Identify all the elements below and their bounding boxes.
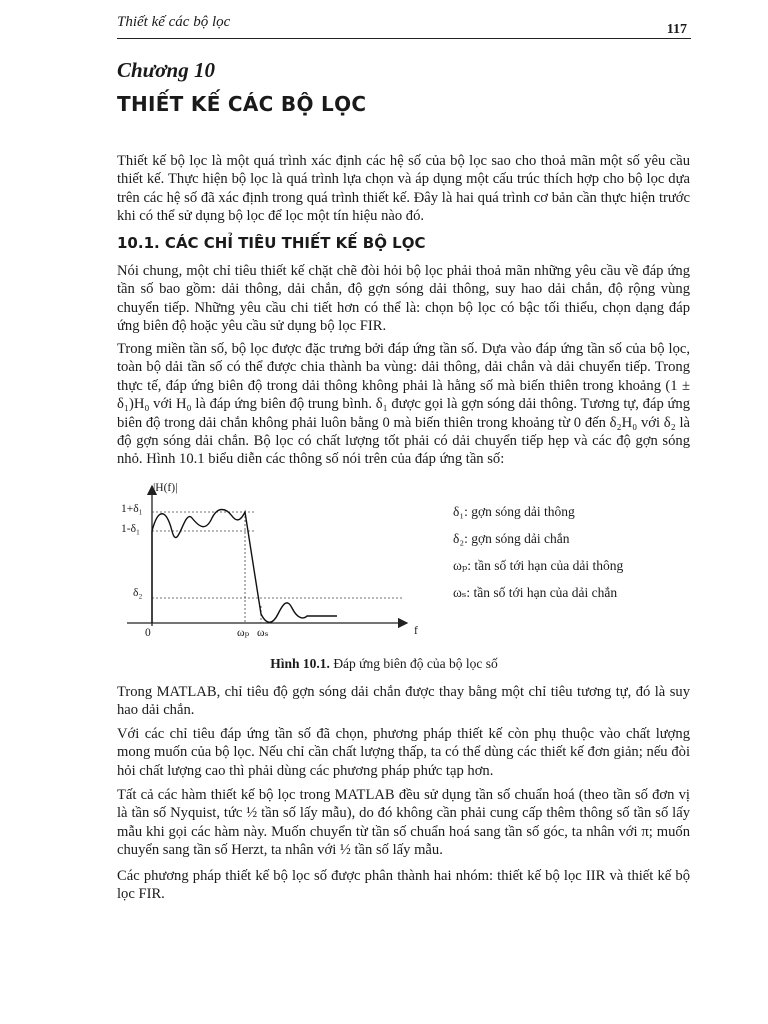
chapter-label: Chương 10 bbox=[117, 58, 215, 82]
tick-delta2: δ₂ bbox=[133, 587, 143, 599]
caption-number: Hình 10.1. bbox=[270, 656, 330, 671]
page-header bbox=[117, 14, 691, 39]
legend-item: ωₚ: tần số tới hạn của dải thông bbox=[453, 558, 624, 573]
frequency-response-plot bbox=[117, 476, 447, 646]
figure-frequency-response bbox=[117, 476, 690, 646]
tick-one-minus-delta1: 1-δ₁ bbox=[121, 523, 141, 535]
running-title: Thiết kế các bộ lọc bbox=[117, 14, 231, 30]
tick-omega-p: ωₚ bbox=[237, 627, 250, 639]
body-paragraph-5: Tất cả các hàm thiết kế bộ lọc trong MATLAB đều sử dụng tần số chuẩn hoá (theo tần số đơn vị là tần số Nyquist, tức ½ tần số lấy mẫu), do đó không cần phải cung cấp thêm thông số tần số lấy mẫu khi gọi các hàm này. Muốn chuyển từ tần số chuẩn hoá sang tần số góc, ta nhân với π; muốn chuyển sang tần số Herzt, ta nhân với ½ tần số lấy mẫu. bbox=[117, 787, 690, 859]
body-paragraph-4: Với các chỉ tiêu đáp ứng tần số đã chọn, phương pháp thiết kế còn phụ thuộc vào chất lượng mong muốn của bộ lọc. Nếu chỉ cần chất lượng thấp, ta có thể dùng các thiết kế đơn giản; nếu đòi hỏi chất lượng cao thì phải dùng các phương pháp phức tạp hơn. bbox=[117, 726, 690, 779]
legend-item: δ₁: gợn sóng dải thông bbox=[453, 504, 575, 519]
page-number: 117 bbox=[666, 22, 687, 37]
section-heading: 10.1. CÁC CHỈ TIÊU THIẾT KẾ BỘ LỌC bbox=[117, 234, 426, 252]
y-axis-label: |H(f)| bbox=[153, 482, 178, 494]
section-paragraph-2: Trong miền tần số, bộ lọc được đặc trưng bởi đáp ứng tần số. Dựa vào đáp ứng tần số của bộ lọc, toàn bộ dải tần số có thể được chia thành ba vùng: dải thông, dải chắn và dải chuyển tiếp. Trong thực tế, đáp ứng biên độ trong dải thông không phải là hằng số mà biến thiên trong khoảng (1 ± δ₁)H₀ với H₀ là đáp ứng biên độ trung bình. δ₁ được gọi là gợn sóng dải thông. Tương tự, đáp ứng biên độ trong dải chắn không phải luôn bằng 0 mà biến thiên trong khoảng từ 0 đến δ₂H₀ với δ₂ là độ gợn sóng dải chắn. Bộ lọc có chất lượng tốt phải có dải chuyển tiếp hẹp và các độ gợn sóng nhỏ. Hình 10.1 biểu diễn các thông số nói trên của đáp ứng tần số: bbox=[117, 341, 690, 468]
figure-caption bbox=[0, 656, 768, 672]
section-paragraph-1: Nói chung, một chỉ tiêu thiết kế chặt chẽ đòi hỏi bộ lọc phải thoả mãn những yêu cầu về đáp ứng tần số bao gồm: dải thông, dải chắn, độ gợn sóng dải thông, suy hao dải chắn, độ rộng vùng chuyển tiếp. Những yêu cầu chi tiết hơn có thể là: chọn bộ lọc có bậc tối thiểu, chọn dạng đáp ứng biên độ hoặc yêu cầu sử dụng bộ lọc FIR. bbox=[117, 263, 690, 335]
chapter-title: THIẾT KẾ CÁC BỘ LỌC bbox=[117, 92, 367, 116]
tick-origin: 0 bbox=[145, 627, 151, 639]
intro-paragraph: Thiết kế bộ lọc là một quá trình xác định các hệ số của bộ lọc sao cho thoả mãn một số yêu cầu thiết kế. Thực hiện bộ lọc là quá trình lựa chọn và áp dụng một cấu trúc thích hợp cho bộ lọc dựa trên các hệ số đã xác định trong quá trình thiết kế. Đây là hai quá trình cơ bản cần thực hiện trước khi có thể sử dụng bộ lọc để lọc một tín hiệu nào đó. bbox=[117, 153, 690, 225]
tick-omega-s: ωₛ bbox=[257, 627, 269, 639]
tick-one-plus-delta1: 1+δ₁ bbox=[121, 503, 143, 515]
caption-text: Đáp ứng biên độ của bộ lọc số bbox=[333, 656, 498, 671]
x-axis-label: f bbox=[414, 625, 418, 637]
legend-item: δ₂: gợn sóng dải chắn bbox=[453, 531, 570, 546]
response-curve bbox=[152, 510, 337, 624]
body-paragraph-6: Các phương pháp thiết kế bộ lọc số được phân thành hai nhóm: thiết kế bộ lọc IIR và thiết kế bộ lọc FIR. bbox=[117, 868, 690, 903]
legend-item: ωₛ: tần số tới hạn của dải chắn bbox=[453, 585, 618, 600]
body-paragraph-3: Trong MATLAB, chỉ tiêu độ gợn sóng dải chắn được thay bằng một chỉ tiêu tương tự, đó là suy hao dải chắn. bbox=[117, 684, 690, 719]
